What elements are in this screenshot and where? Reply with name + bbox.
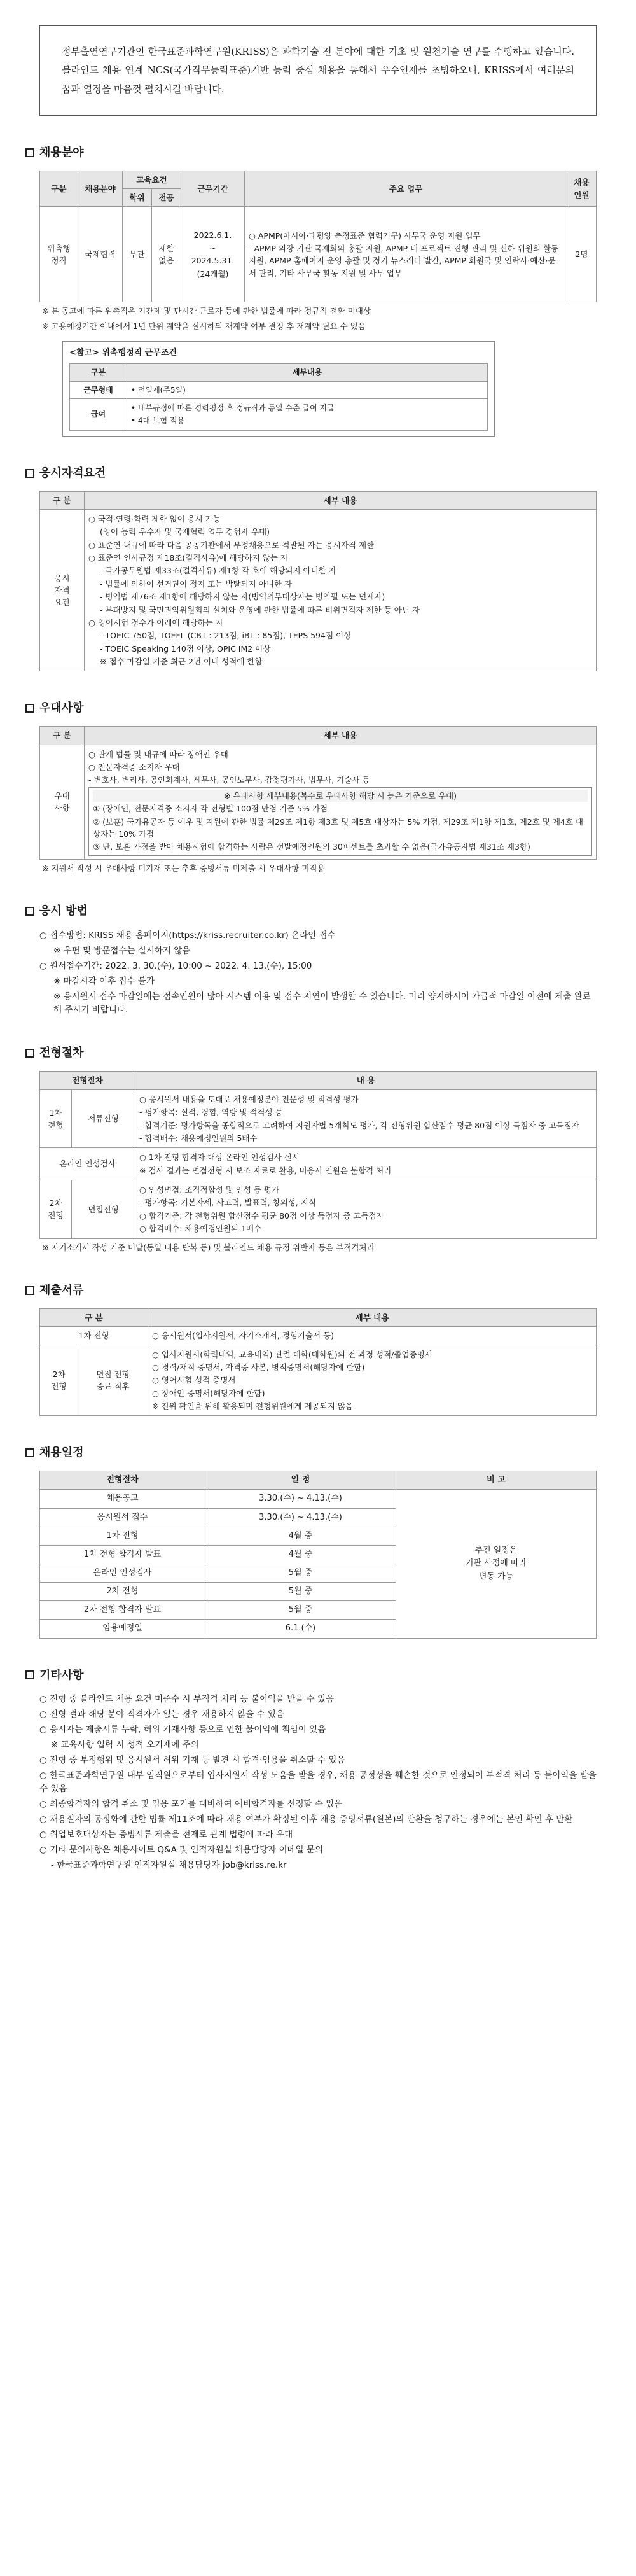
schedule-date: 3.30.(수) ~ 4.13.(수) [205, 1490, 396, 1508]
section-title [25, 902, 611, 920]
section-application-method [25, 902, 611, 1016]
header-cell: 구 분 [40, 1308, 148, 1326]
header-cell: 근무기간 [181, 171, 245, 207]
schedule-date: 3.30.(수) ~ 4.13.(수) [205, 1508, 396, 1527]
stage-name: 서류전형 [72, 1089, 135, 1148]
duty-line: - APMP 의장 기관 국제회의 총괄 지원, APMP 내 프로젝트 진행 관리 및 신하 위원회 활동 지원, APMP 홈페이지 운영 총괄 및 정기 뉴스레터 발간, APMP 회원국 및 연락사·예산·문서 관리, 기타 사무국 활동 지원 및 사무 업무 [249, 244, 559, 278]
doc-line: ○ 영어시험 성적 증명서 [152, 1375, 236, 1385]
header-cell: 구분 [70, 364, 127, 382]
schedule-table [39, 1471, 597, 1638]
checkbox-square-icon [25, 1670, 34, 1679]
section-recruitment-field [25, 144, 611, 437]
content-line: ○ 채용절차의 공정화에 관한 법률 제11조에 따라 채용 여부가 확정된 이후 채용 증빙서류(원본)의 반환을 청구하는 경우에는 본인 확인 후 반환 [39, 1814, 573, 1824]
qualifications-table [39, 491, 597, 672]
stage-cell: 2차 전형 [40, 1180, 72, 1239]
period-line: 2022.6.1. [193, 230, 232, 240]
schedule-date: 5월 중 [205, 1601, 396, 1620]
stage-name: 온라인 인성검사 [40, 1148, 135, 1180]
preference-detail-line: ③ 단, 보훈 가점을 받아 채용시험에 합격하는 사람은 선발예정인원의 30퍼센트를 초과할 수 없음(국가유공자법 제31조 제3항) [93, 842, 530, 852]
content-line: ○ 전형 중 블라인드 채용 요건 미준수 시 부적격 처리 등 불이익을 받을 수 있음 [39, 1694, 335, 1705]
preferences-table [39, 726, 597, 859]
stage-name: 면접전형 [72, 1180, 135, 1239]
duty-line: ○ APMP(아시아·태평양 측정표준 협력기구) 사무국 운영 지원 업무 [249, 230, 481, 241]
schedule-date: 5월 중 [205, 1583, 396, 1601]
header-cell: 구 분 [40, 491, 85, 509]
section-title [25, 1444, 611, 1462]
checkbox-square-icon [25, 469, 34, 478]
header-cell: 채용분야 [78, 171, 123, 207]
content-line: ○ 영어시험 점수가 아래에 해당하는 자 [88, 617, 223, 627]
preference-line: ○ 관계 법률 및 내규에 따라 장애인 우대 [88, 749, 228, 759]
section-title [25, 144, 611, 162]
checkbox-square-icon [25, 907, 34, 916]
content-line: - 병역법 제76조 제1항에 해당하지 않는 자(병역의무대상자는 병역필 또는 면제자) [100, 592, 385, 602]
cell-field: 국제협력 [78, 207, 123, 302]
section-title-text: 응시자격요건 [39, 466, 106, 480]
misc-list [25, 1693, 611, 1872]
condition-line: • 내부규정에 따른 경력평정 후 정규직과 동일 수준 급여 지급 [131, 403, 335, 413]
method-line: ※ 우편 및 방문접수는 실시하지 않음 [53, 945, 191, 956]
doc-content [148, 1345, 597, 1416]
section-qualifications [25, 465, 611, 672]
preference-detail-line: ① (장애인, 전문자격증 소지자 각 전형별 100점 만점 기준 5% 가점 [93, 804, 328, 814]
checkbox-square-icon [25, 1448, 34, 1457]
header-cell: 세부 내용 [148, 1308, 597, 1326]
schedule-remark: 추진 일정은 기관 사정에 따라 변동 가능 [396, 1490, 597, 1638]
section-title [25, 1667, 611, 1684]
doc-sub: 면접 전형 종료 직후 [78, 1345, 148, 1416]
checkbox-square-icon [25, 704, 34, 713]
header-cell: 구 분 [40, 727, 85, 745]
content-line: - TOEIC Speaking 140점 이상, OPIC IM2 이상 [100, 643, 271, 654]
section-title-text: 응시 방법 [39, 904, 88, 918]
period-line: ~ [209, 243, 216, 253]
section-selection-process [25, 1044, 611, 1253]
stage-line: - 평가항목: 기본자세, 사고력, 발표력, 창의성, 지식 [139, 1198, 316, 1208]
period-line: 2024.5.31. [191, 256, 235, 266]
content-line: ○ 전형 결과 해당 분야 적격자가 없는 경우 채용하지 않을 수 있음 [39, 1709, 285, 1720]
section-title-text: 기타사항 [39, 1668, 84, 1682]
content-line: ○ 전형 중 부정행위 및 응시원서 허위 기재 등 발견 시 합격·임용을 취소할 수 있음 [39, 1755, 345, 1766]
condition-value: • 전일제(주5일) [127, 381, 488, 399]
qualifications-label: 응시 자격 요건 [40, 509, 85, 671]
header-cell: 일 정 [205, 1471, 396, 1490]
header-cell: 구분 [40, 171, 78, 207]
content-line: ○ 최종합격자의 합격 취소 및 임용 포기를 대비하여 예비합격자를 선정할 수 있음 [39, 1798, 343, 1809]
method-line: ※ 마감시각 이후 접수 불가 [53, 976, 155, 986]
content-line: ○ 한국표준과학연구원 내부 임직원으로부터 입사지원서 작성 도움을 받을 경우, 채용 공정성을 훼손한 것으로 인정되어 부적격 처리 등 불이익을 받을 수 있음 [39, 1770, 597, 1794]
method-line: ○ 원서접수기간: 2022. 3. 30.(수), 10:00 ~ 2022. 4. 13.(수), 15:00 [39, 960, 312, 971]
stage-line: ○ 인성면접: 조직적합성 및 인성 등 평가 [139, 1185, 280, 1194]
section-title-text: 제출서류 [39, 1283, 84, 1297]
stage-content [135, 1148, 597, 1180]
content-line: ○ 표준연 인사규정 제18조(결격사유)에 해당하지 않는 자 [88, 553, 288, 563]
stage-line: ○ 합격기준: 각 전형위원 합산점수 평균 80점 이상 득점자 중 고득점자 [139, 1210, 384, 1221]
checkbox-square-icon [25, 148, 34, 157]
condition-line: • 4대 보험 적용 [131, 416, 185, 426]
stage-content [135, 1089, 597, 1148]
doc-stage: 1차 전형 [40, 1327, 148, 1345]
content-line: - 한국표준과학연구원 인적자원실 채용담당자 job@kriss.re.kr [51, 1859, 287, 1870]
stage-line: - 합격기준: 평가항목을 종합적으로 고려하여 지원자별 5개척도 평가, 각 전형위원 합산점수 평균 80점 이상 득점자 중 고득점자 [139, 1120, 579, 1130]
stage-line: ○ 1차 전형 합격자 대상 온라인 인성검사 실시 [139, 1152, 300, 1163]
header-cell: 채용인원 [567, 171, 597, 207]
section-misc [25, 1667, 611, 1872]
intro-box: 정부출연연구기관인 한국표준과학연구원(KRISS)은 과학기술 전 분야에 대한 기초 및 원천기술 연구를 수행하고 있습니다. 블라인드 채용 연계 NCS(국가직무능력표준)기반 능력 중심 채용을 통해서 우수인재를 초빙하오니, KRISS에서 여러분의 꿈과 열정을 마음껏 펼치시길 바랍니다. [39, 25, 597, 116]
section-title-text: 우대사항 [39, 701, 84, 715]
section-title [25, 1044, 611, 1062]
schedule-date: 4월 중 [205, 1545, 396, 1564]
condition-key: 근무형태 [70, 381, 127, 399]
selection-table [39, 1071, 597, 1238]
method-line: ○ 접수방법: KRISS 채용 홈페이지(https://kriss.recruiter.co.kr) 온라인 접수 [39, 930, 336, 941]
note: ※ 본 공고에 따른 위촉직은 기간제 및 단시간 근로자 등에 관한 법률에 따라 정규직 전환 미대상 [42, 306, 371, 316]
condition-value [127, 399, 488, 430]
stage-line: ○ 응시원서 내용을 토대로 채용예정분야 전문성 및 적격성 평가 [139, 1094, 359, 1104]
preferences-content [85, 745, 597, 859]
header-cell: 세부 내용 [85, 727, 597, 745]
stage-line: ○ 합격배수: 채용예정인원의 1배수 [139, 1224, 261, 1234]
preference-detail-box [88, 787, 592, 856]
section-title [25, 1282, 611, 1299]
schedule-stage: 임용예정일 [40, 1620, 205, 1638]
cell-period [181, 207, 245, 302]
checkbox-square-icon [25, 1286, 34, 1295]
cell-type: 위촉행정직 [40, 207, 78, 302]
stage-content [135, 1180, 597, 1239]
section-preferences [25, 699, 611, 874]
header-cell: 전형절차 [40, 1072, 135, 1089]
content-line: ○ 응시자는 제출서류 누락, 허위 기재사항 등으로 인한 불이익에 책임이 있음 [39, 1725, 326, 1735]
condition-key: 급여 [70, 399, 127, 430]
schedule-stage: 응시원서 접수 [40, 1508, 205, 1527]
schedule-date: 5월 중 [205, 1564, 396, 1582]
note: ※ 자기소개서 작성 기준 미달(동일 내용 반복 등) 및 블라인드 채용 규정 위반자 등은 부적격처리 [42, 1242, 375, 1252]
cell-degree: 무관 [123, 207, 152, 302]
qualifications-content [85, 509, 597, 671]
stage-cell: 1차 전형 [40, 1089, 72, 1148]
work-conditions-box [62, 341, 495, 437]
header-cell: 주요 업무 [245, 171, 567, 207]
note: ※ 지원서 작성 시 우대사항 미기재 또는 추후 증빙서류 미제출 시 우대사항 미적용 [42, 863, 325, 873]
section-title-text: 채용일정 [39, 1446, 84, 1460]
content-line: - TOEIC 750점, TOEFL (CBT : 213점, iBT : 85점), TEPS 594점 이상 [100, 631, 352, 641]
doc-line: ○ 장애인 증명서(해당자에 한함) [152, 1388, 265, 1398]
cell-count: 2명 [567, 207, 597, 302]
schedule-date: 4월 중 [205, 1527, 396, 1545]
content-line: ○ 국적·연령·학력 제한 없이 응시 가능 [88, 514, 221, 524]
header-cell: 세부 내용 [85, 491, 597, 509]
preferences-label: 우대 사항 [40, 745, 85, 859]
preference-detail-title: ※ 우대사항 세부내용(복수로 우대사항 해당 시 높은 기준으로 우대) [93, 790, 588, 802]
doc-stage: 2차 전형 [40, 1345, 78, 1416]
schedule-stage: 1차 전형 [40, 1527, 205, 1545]
schedule-stage: 1차 전형 합격자 발표 [40, 1545, 205, 1564]
application-method-list [25, 929, 611, 1017]
schedule-date: 6.1.(수) [205, 1620, 396, 1638]
preference-detail-line: ② (보훈) 국가유공자 등 예우 및 지원에 관한 법률 제29조 제1항 제3호 및 제5호 대상자는 5% 가점, 제29조 제1항 제1호, 제2호 및 제4호 대상자는 10% 가점 [93, 816, 583, 839]
section-title-text: 채용분야 [39, 145, 84, 159]
stage-line: - 평가항목: 실적, 경험, 역량 및 적격성 등 [139, 1107, 283, 1117]
header-cell: 내 용 [135, 1072, 597, 1089]
section-schedule [25, 1444, 611, 1638]
content-line: ※ 교육사항 입력 시 성적 오기재에 주의 [51, 1740, 199, 1751]
stage-line: ※ 검사 결과는 면접전형 시 보조 자료로 활용, 미응시 인원은 불합격 처리 [139, 1165, 392, 1175]
stage-line: - 합격배수: 채용예정인원의 5배수 [139, 1133, 258, 1143]
checkbox-square-icon [25, 1049, 34, 1058]
header-cell: 학위 [123, 189, 152, 207]
period-line: (24개월) [197, 269, 229, 279]
work-conditions-title: <참고> 위촉행정직 근무조건 [69, 348, 177, 358]
schedule-stage: 채용공고 [40, 1490, 205, 1508]
doc-line: ○ 경력/재직 증명서, 자격증 사본, 병적증명서(해당자에 한함) [152, 1362, 365, 1372]
header-cell: 세부내용 [127, 364, 488, 382]
header-cell: 교육요건 [123, 171, 181, 188]
cell-duties [245, 207, 567, 302]
method-line: ※ 응시원서 접수 마감일에는 접속인원이 많아 시스템 이용 및 접수 지연이 발생할 수 있습니다. 미리 양지하시어 가급적 마감일 이전에 제출 완료해 주시기 바랍니다. [53, 991, 591, 1015]
preference-line: ○ 전문자격증 소지자 우대 [88, 762, 180, 773]
content-line: - 부패방지 및 국민권익위원회의 설치와 운영에 관한 법률에 따른 비위면직자 제한 등 아닌 자 [100, 605, 420, 615]
schedule-stage: 2차 전형 합격자 발표 [40, 1601, 205, 1620]
recruitment-table [39, 171, 597, 303]
note: ※ 고용예정기간 이내에서 1년 단위 계약을 실시하되 재계약 여부 결정 후 재계약 필요 수 있음 [42, 321, 366, 331]
schedule-stage: 2차 전형 [40, 1583, 205, 1601]
content-line: - 법률에 의하여 선거권이 정지 또는 박탈되지 아니한 자 [100, 578, 292, 589]
header-cell: 비 고 [396, 1471, 597, 1490]
content-line: ※ 접수 마감일 기준 최근 2년 이내 성적에 한함 [100, 657, 263, 667]
documents-table [39, 1308, 597, 1417]
section-title [25, 699, 611, 717]
doc-line: ※ 진위 확인을 위해 활용되며 전형위원에게 제공되지 않음 [152, 1401, 354, 1411]
header-cell: 전공 [152, 189, 181, 207]
content-line: ○ 기타 문의사항은 채용사이트 Q&A 및 인적자원실 채용담당자 이메일 문의 [39, 1844, 323, 1855]
section-title-text: 전형절차 [39, 1046, 84, 1060]
schedule-stage: 온라인 인성검사 [40, 1564, 205, 1582]
content-line: - 국가공무원법 제33조(결격사유) 제1항 각 호에 해당되지 아니한 자 [100, 566, 336, 576]
section-title [25, 465, 611, 482]
content-line: ○ 취업보호대상자는 증빙서류 제출을 전제로 관계 법령에 따라 우대 [39, 1829, 293, 1840]
header-cell: 전형절차 [40, 1471, 205, 1490]
content-line: ○ 표준연 내규에 따라 다음 공공기관에서 부정채용으로 적발된 자는 응시자격 제한 [88, 540, 375, 550]
doc-content: ○ 응시원서(입사지원서, 자기소개서, 경험기술서 등) [148, 1327, 597, 1345]
section-documents [25, 1282, 611, 1417]
cell-major: 제한없음 [152, 207, 181, 302]
doc-line: ○ 입사지원서(학력내역, 교육내역) 관련 대학(대학원)의 전 과정 성적/졸업증명서 [152, 1349, 432, 1359]
preference-line: - 변호사, 변리사, 공인회계사, 세무사, 공인노무사, 감정평가사, 법무사, 기술사 등 [88, 775, 370, 785]
content-line: (영어 능력 우수자 및 국제협력 업무 경험자 우대) [100, 527, 270, 537]
work-conditions-table [69, 363, 488, 430]
